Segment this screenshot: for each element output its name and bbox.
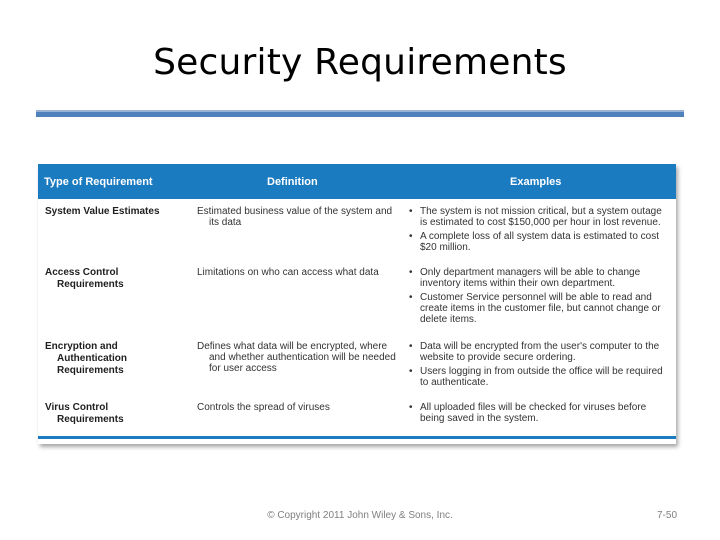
row-examples <box>408 402 670 427</box>
row-type-line: Access Control <box>45 267 119 278</box>
example-text: A complete loss of all system data is estimated to cost $20 million. <box>420 231 659 253</box>
row-examples <box>408 267 670 328</box>
requirements-table <box>38 164 676 444</box>
row-definition-text: Estimated business value of the system and its data <box>197 206 393 228</box>
example-bullet: • Users logging in from outside the office will be required to authenticate. <box>409 366 663 388</box>
row-definition-text: Defines what data will be encrypted, where and whether authentication will be needed for user access <box>197 341 396 374</box>
row-type-line: Requirements <box>57 279 124 290</box>
header-definition: Definition <box>267 176 318 188</box>
row-type-line: Encryption and <box>45 341 118 352</box>
row-definition <box>197 206 397 228</box>
row-examples <box>408 341 670 391</box>
table-body <box>38 199 676 439</box>
header-examples: Examples <box>510 176 562 188</box>
row-definition <box>197 402 397 413</box>
title-divider <box>36 112 684 117</box>
example-bullet: • Data will be encrypted from the user's computer to the website to provide secure ordering. <box>409 341 660 363</box>
table-header <box>38 164 676 199</box>
row-definition <box>197 341 397 374</box>
footer-copyright: © Copyright 2011 John Wiley & Sons, Inc. <box>267 510 453 521</box>
row-definition-text: Controls the spread of viruses <box>197 402 330 413</box>
footer-page-number: 7-50 <box>656 510 677 521</box>
example-text: Only department managers will be able to change inventory items within their own department. <box>420 267 641 289</box>
row-definition-text: Limitations on who can access what data <box>197 267 379 278</box>
row-examples <box>408 206 670 256</box>
row-type-line: Requirements <box>57 414 124 425</box>
slide-title: Security Requirements <box>153 42 567 83</box>
example-bullet: • Only department managers will be able to change inventory items within their own department. <box>409 267 641 289</box>
example-text: The system is not mission critical, but a system outage is estimated to cost $150,000 per hour in lost revenue. <box>420 206 662 228</box>
header-type-of-requirement: Type of Requirement <box>44 176 153 188</box>
example-bullet: • A complete loss of all system data is estimated to cost $20 million. <box>409 231 659 253</box>
row-type <box>45 402 195 426</box>
row-type <box>45 267 195 291</box>
example-bullet: • The system is not mission critical, but a system outage is estimated to cost $150,000 per hour in lost revenue. <box>409 206 662 228</box>
example-text: Customer Service personnel will be able to read and create items in the customer file, but cannot change or delete items. <box>420 292 661 325</box>
row-type-line: Virus Control <box>45 402 109 413</box>
row-definition <box>197 267 397 278</box>
row-type <box>45 206 195 218</box>
example-bullet: • Customer Service personnel will be able to read and create items in the customer file, but cannot change or delete items. <box>409 292 661 325</box>
row-type <box>45 341 195 377</box>
row-type-line: Authentication <box>57 353 127 364</box>
row-type-line: Requirements <box>57 365 124 376</box>
example-bullet: • All uploaded files will be checked for viruses before being saved in the system. <box>409 402 647 424</box>
example-text: All uploaded files will be checked for viruses before being saved in the system. <box>420 402 647 424</box>
example-text: Data will be encrypted from the user's computer to the website to provide secure ordering. <box>420 341 660 363</box>
row-type-line: System Value Estimates <box>45 206 160 217</box>
example-text: Users logging in from outside the office will be required to authenticate. <box>420 366 663 388</box>
